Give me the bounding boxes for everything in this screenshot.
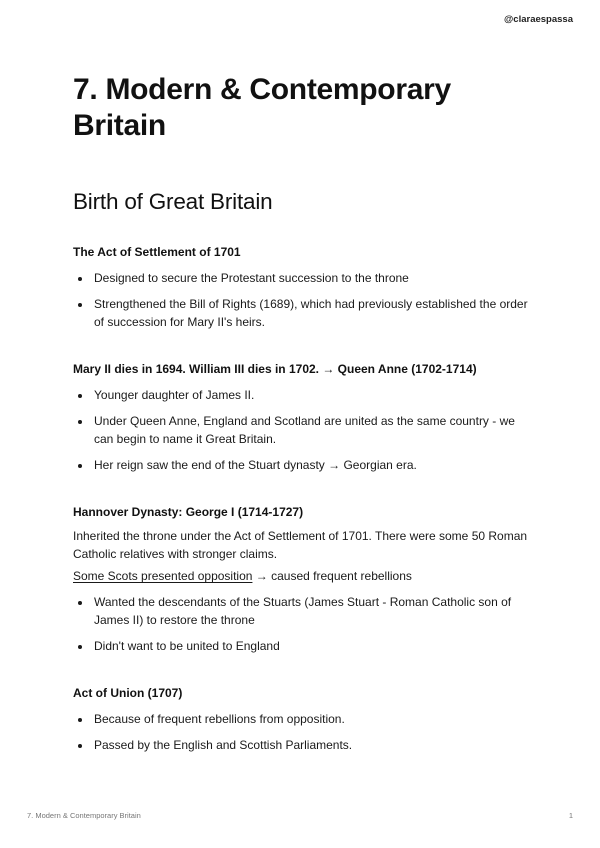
list-item: Because of frequent rebellions from opposition. [73,710,533,728]
union-heading: Act of Union (1707) [73,686,183,700]
list-item: Younger daughter of James II. [73,386,533,404]
hannover-list [73,593,533,655]
opposition-rest: → caused frequent rebellions [252,569,412,583]
document-body [73,72,533,754]
page-number: 1 [568,811,573,820]
list-item: Her reign saw the end of the Stuart dynasty → Georgian era. [73,456,533,474]
list-item: Under Queen Anne, England and Scotland are united as the same country - we can begin to name it Great Britain. [73,412,533,448]
list-item: Wanted the descendants of the Stuarts (James Stuart - Roman Catholic son of James II) to restore the throne [73,593,533,629]
settlement-heading: The Act of Settlement of 1701 [73,245,241,259]
hannover-section [73,503,533,655]
settlement-list [73,269,533,331]
opposition-line [73,567,533,585]
opposition-link[interactable]: Some Scots presented opposition [73,569,253,583]
footer-title: 7. Modern & Contemporary Britain [27,811,141,820]
list-item: Designed to secure the Protestant succession to the throne [73,269,533,287]
list-item: Didn't want to be united to England [73,637,533,655]
page-title: 7. Modern & Contemporary Britain [73,73,451,142]
queen-anne-section [73,360,533,474]
list-item: Passed by the English and Scottish Parliaments. [73,736,533,754]
section-heading: Birth of Great Britain [73,189,273,214]
settlement-section [73,243,533,331]
union-section [73,684,533,754]
page-footer [27,811,573,820]
author-handle: @claraespassa [504,14,573,25]
queen-anne-list [73,386,533,474]
list-item: Strengthened the Bill of Rights (1689), which had previously established the order of succession for Mary II's heirs. [73,295,533,331]
hannover-heading: Hannover Dynasty: George I (1714-1727) [73,505,304,519]
hannover-paragraph: Inherited the throne under the Act of Settlement of 1701. There were some 50 Roman Catholic relatives with stronger claims. [73,529,528,561]
union-list [73,710,533,754]
queen-anne-heading: Mary II dies in 1694. William III dies in 1702. → Queen Anne (1702-1714) [73,362,477,376]
